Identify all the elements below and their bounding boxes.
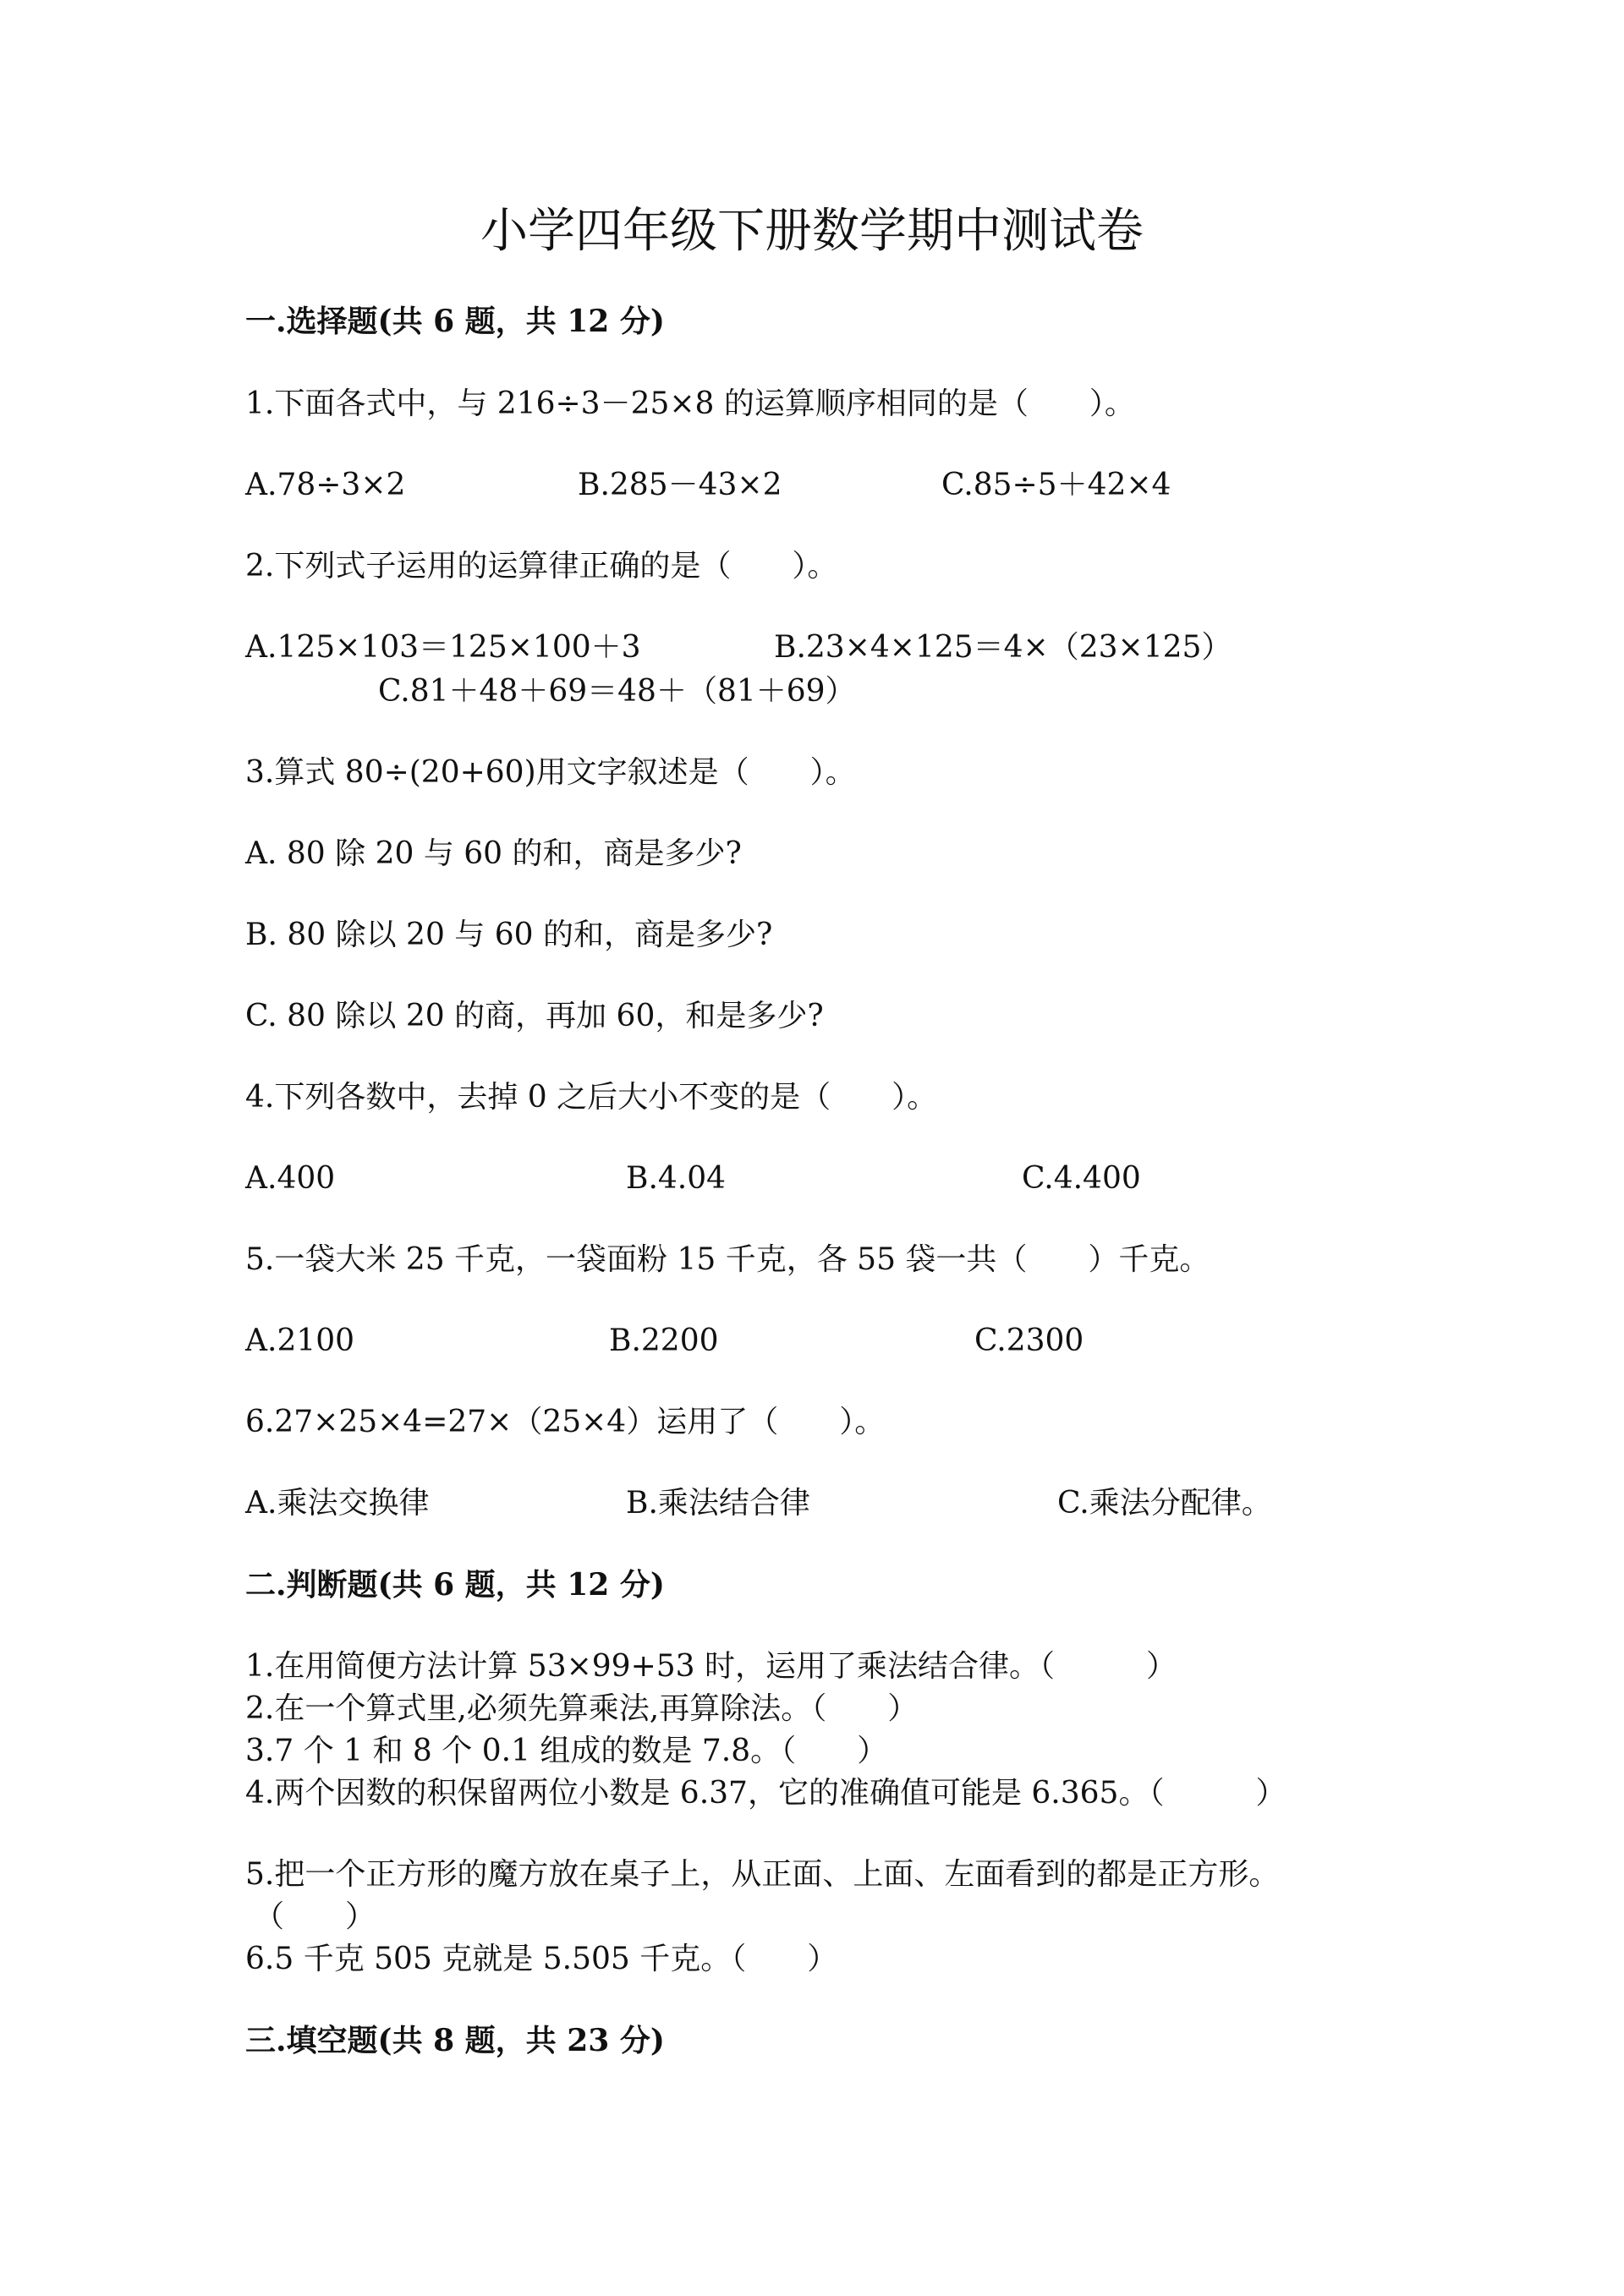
judge-item: 1.在用简便方法计算 53×99+53 时，运用了乘法结合律。（ ） xyxy=(245,1649,1177,1684)
option-b: B.2200 xyxy=(609,1323,719,1358)
question-stem: 6.27×25×4=27×（25×4）运用了（ ）。 xyxy=(245,1405,886,1439)
question-stem: 4.下列各数中，去掉 0 之后大小不变的是（ ）。 xyxy=(245,1080,938,1115)
question-stem: 1.下面各式中，与 216÷3－25×8 的运算顺序相同的是（ ）。 xyxy=(245,386,1135,421)
option-c: C.乘法分配律。 xyxy=(1057,1486,1272,1521)
option-a: A. 80 除 20 与 60 的和，商是多少? xyxy=(245,836,742,871)
option-b: B.23×4×125＝4×（23×125） xyxy=(774,630,1232,665)
judge-item-continuation: （ ） xyxy=(254,1899,376,1934)
section-heading-choice: 一.选择题(共 6 题，共 12 分) xyxy=(245,304,665,339)
judge-item: 2.在一个算式里,必须先算乘法,再算除法。（ ） xyxy=(245,1691,919,1726)
option-b: B. 80 除以 20 与 60 的和，商是多少? xyxy=(245,918,773,952)
option-a: A.2100 xyxy=(245,1323,355,1358)
judge-item: 6.5 千克 505 克就是 5.505 千克。（ ） xyxy=(245,1942,838,1976)
option-b: B.285－43×2 xyxy=(578,468,782,502)
option-c: C.4.400 xyxy=(1022,1161,1141,1196)
page-title: 小学四年级下册数学期中测试卷 xyxy=(480,204,1144,259)
option-b: B.乘法结合律 xyxy=(626,1486,810,1521)
question-stem: 5.一袋大米 25 千克，一袋面粉 15 千克，各 55 袋一共（ ）千克。 xyxy=(245,1242,1210,1277)
option-a: A.78÷3×2 xyxy=(245,468,406,502)
option-c: C.85÷5＋42×4 xyxy=(941,468,1171,502)
option-b: B.4.04 xyxy=(626,1161,727,1196)
judge-item: 5.把一个正方形的魔方放在桌子上，从正面、上面、左面看到的都是正方形。 xyxy=(245,1857,1280,1892)
judge-item: 3.7 个 1 和 8 个 0.1 组成的数是 7.8。（ ） xyxy=(245,1734,888,1768)
section-heading-fill: 三.填空题(共 8 题，共 23 分) xyxy=(245,2023,665,2058)
question-stem: 3.算式 80÷(20+60)用文字叙述是（ ）。 xyxy=(245,755,856,790)
section-heading-judge: 二.判断题(共 6 题，共 12 分) xyxy=(245,1567,665,1603)
judge-item: 4.两个因数的积保留两位小数是 6.37，它的准确值可能是 6.365。（ ） xyxy=(245,1776,1287,1811)
option-a: A.乘法交换律 xyxy=(245,1486,430,1521)
question-stem: 2.下列式子运用的运算律正确的是（ ）。 xyxy=(245,549,838,584)
option-c: C.2300 xyxy=(974,1323,1084,1358)
option-a: A.400 xyxy=(245,1161,336,1196)
option-a: A.125×103＝125×100＋3 xyxy=(245,630,641,665)
option-c: C. 80 除以 20 的商，再加 60，和是多少? xyxy=(245,999,824,1033)
option-c: C.81＋48＋69＝48＋（81＋69） xyxy=(378,674,856,709)
